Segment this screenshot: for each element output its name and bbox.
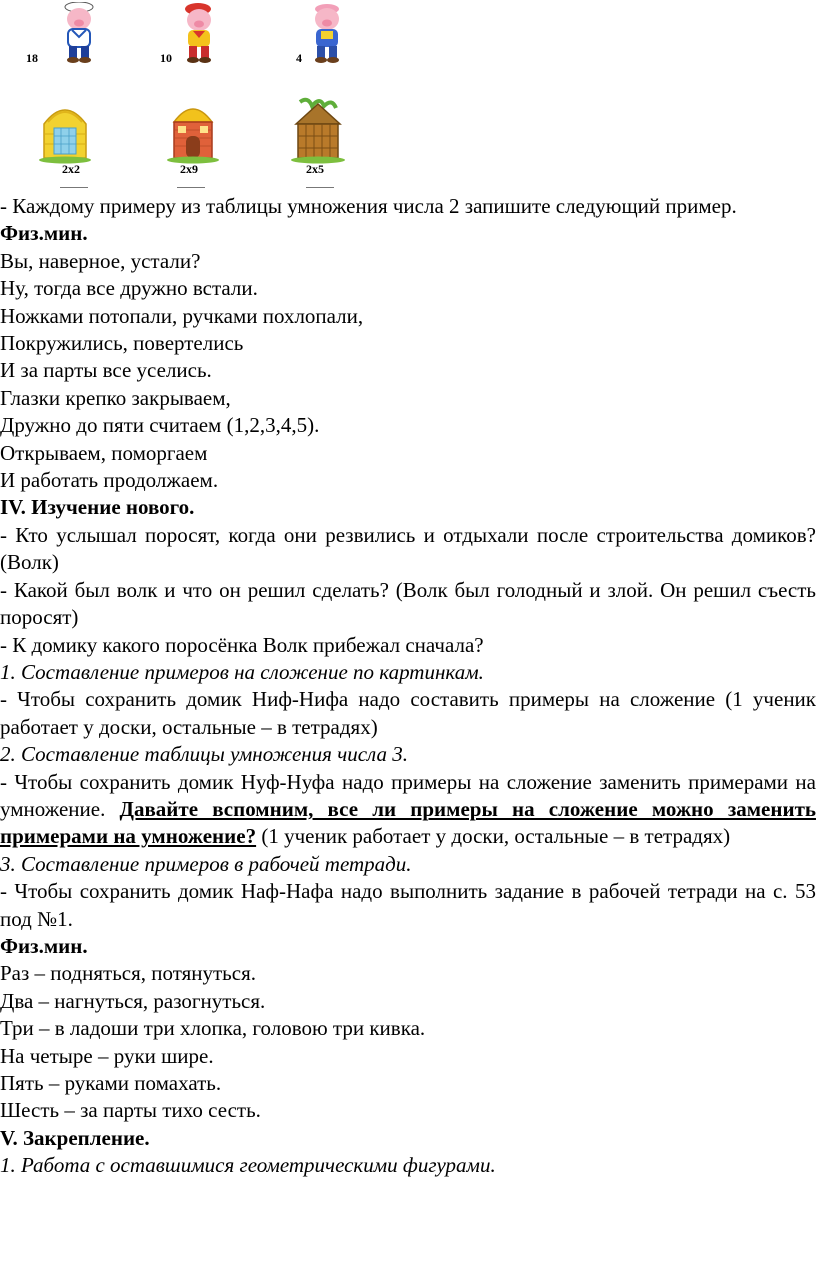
- task-line: [0, 769, 816, 851]
- subsection-title: 1. Составление примеров на сложение по картинкам.: [0, 659, 484, 684]
- task-line: - Чтобы сохранить домик Ниф-Нифа надо составить примеры на сложение (1 ученик работает у доски, остальные – в тетрадях): [0, 687, 816, 739]
- question-line: - Кто услышал поросят, когда они резвились и отдыхали после строительства домиков? (Волк): [0, 522, 816, 575]
- straw-house-icon: [38, 98, 92, 164]
- exercise-line: На четыре – руки шире.: [0, 1043, 214, 1068]
- exercise-line: Два – нагнуться, разогнуться.: [0, 988, 266, 1013]
- poem-line: Покружились, повертелись: [0, 331, 244, 356]
- exercise-line: Шесть – за парты тихо сесть.: [0, 1098, 261, 1123]
- pig-red-cap-icon: [178, 2, 220, 64]
- poem-line: Ножками потопали, ручками похлопали,: [0, 303, 364, 328]
- section-heading: V. Закрепление.: [0, 1125, 150, 1150]
- pictures-area: [0, 0, 816, 195]
- poem-line: Глазки крепко закрываем,: [0, 385, 231, 410]
- answer-blank: [177, 187, 205, 188]
- task-line: - Чтобы сохранить домик Наф-Нафа надо выполнить задание в рабочей тетради на с. 53 под №1.: [0, 879, 816, 931]
- answer-blank: [60, 187, 88, 188]
- emphasized-question: Давайте вспомним, все ли примеры на сложение можно заменить примерами на умножение?: [0, 796, 816, 849]
- brick-house-icon: [166, 98, 220, 164]
- house-example: 2x5: [306, 162, 324, 176]
- subsection-title: 1. Работа с оставшимися геометрическими фигурами.: [0, 1153, 496, 1178]
- exercise-line: Пять – руками помахать.: [0, 1071, 222, 1095]
- poem-line: Ну, тогда все дружно встали.: [0, 276, 258, 301]
- task-text: - Чтобы сохранить домик Нуф-Нуфа надо примеры на сложение заменить примерами на умножение.: [0, 769, 816, 821]
- poem-line: Вы, наверное, устали?: [0, 248, 201, 273]
- house-example: 2x9: [180, 162, 198, 176]
- subsection-title: 2. Составление таблицы умножения числа 3.: [0, 742, 408, 767]
- answer-blank: [306, 187, 334, 188]
- section-heading: Физ.мин.: [0, 221, 88, 246]
- pig-number: 4: [296, 51, 302, 65]
- subsection-title: 3. Составление примеров в рабочей тетради.: [0, 851, 412, 876]
- house-example: 2x2: [62, 162, 80, 176]
- poem-line: И за парты все уселись.: [0, 358, 212, 383]
- exercise-line: Три – в ладоши три хлопка, головою три кивка.: [0, 1016, 426, 1041]
- question-line: - Какой был волк и что он решил сделать? (Волк был голодный и злой. Он решил съесть поросят): [0, 577, 816, 630]
- instruction-line: - Каждому примеру из таблицы умножения числа 2 запишите следующий пример.: [0, 194, 737, 218]
- poem-line: И работать продолжаем.: [0, 468, 219, 493]
- task-text: (1 ученик работает у доски, остальные – в тетрадях): [261, 824, 731, 849]
- pig-sailor-icon: [58, 2, 100, 64]
- section-heading: IV. Изучение нового.: [0, 495, 195, 520]
- poem-line: Открываем, поморгаем: [0, 440, 208, 465]
- pig-overalls-icon: [306, 2, 348, 64]
- lesson-text: [0, 193, 816, 1180]
- question-line: - К домику какого поросёнка Волк прибежал сначала?: [0, 632, 484, 657]
- exercise-line: Раз – подняться, потянуться.: [0, 961, 256, 986]
- poem-line: Дружно до пяти считаем (1,2,3,4,5).: [0, 413, 320, 438]
- wood-house-icon: [290, 96, 346, 164]
- section-heading: Физ.мин.: [0, 933, 88, 958]
- pig-number: 18: [26, 51, 38, 65]
- pig-number: 10: [160, 51, 172, 65]
